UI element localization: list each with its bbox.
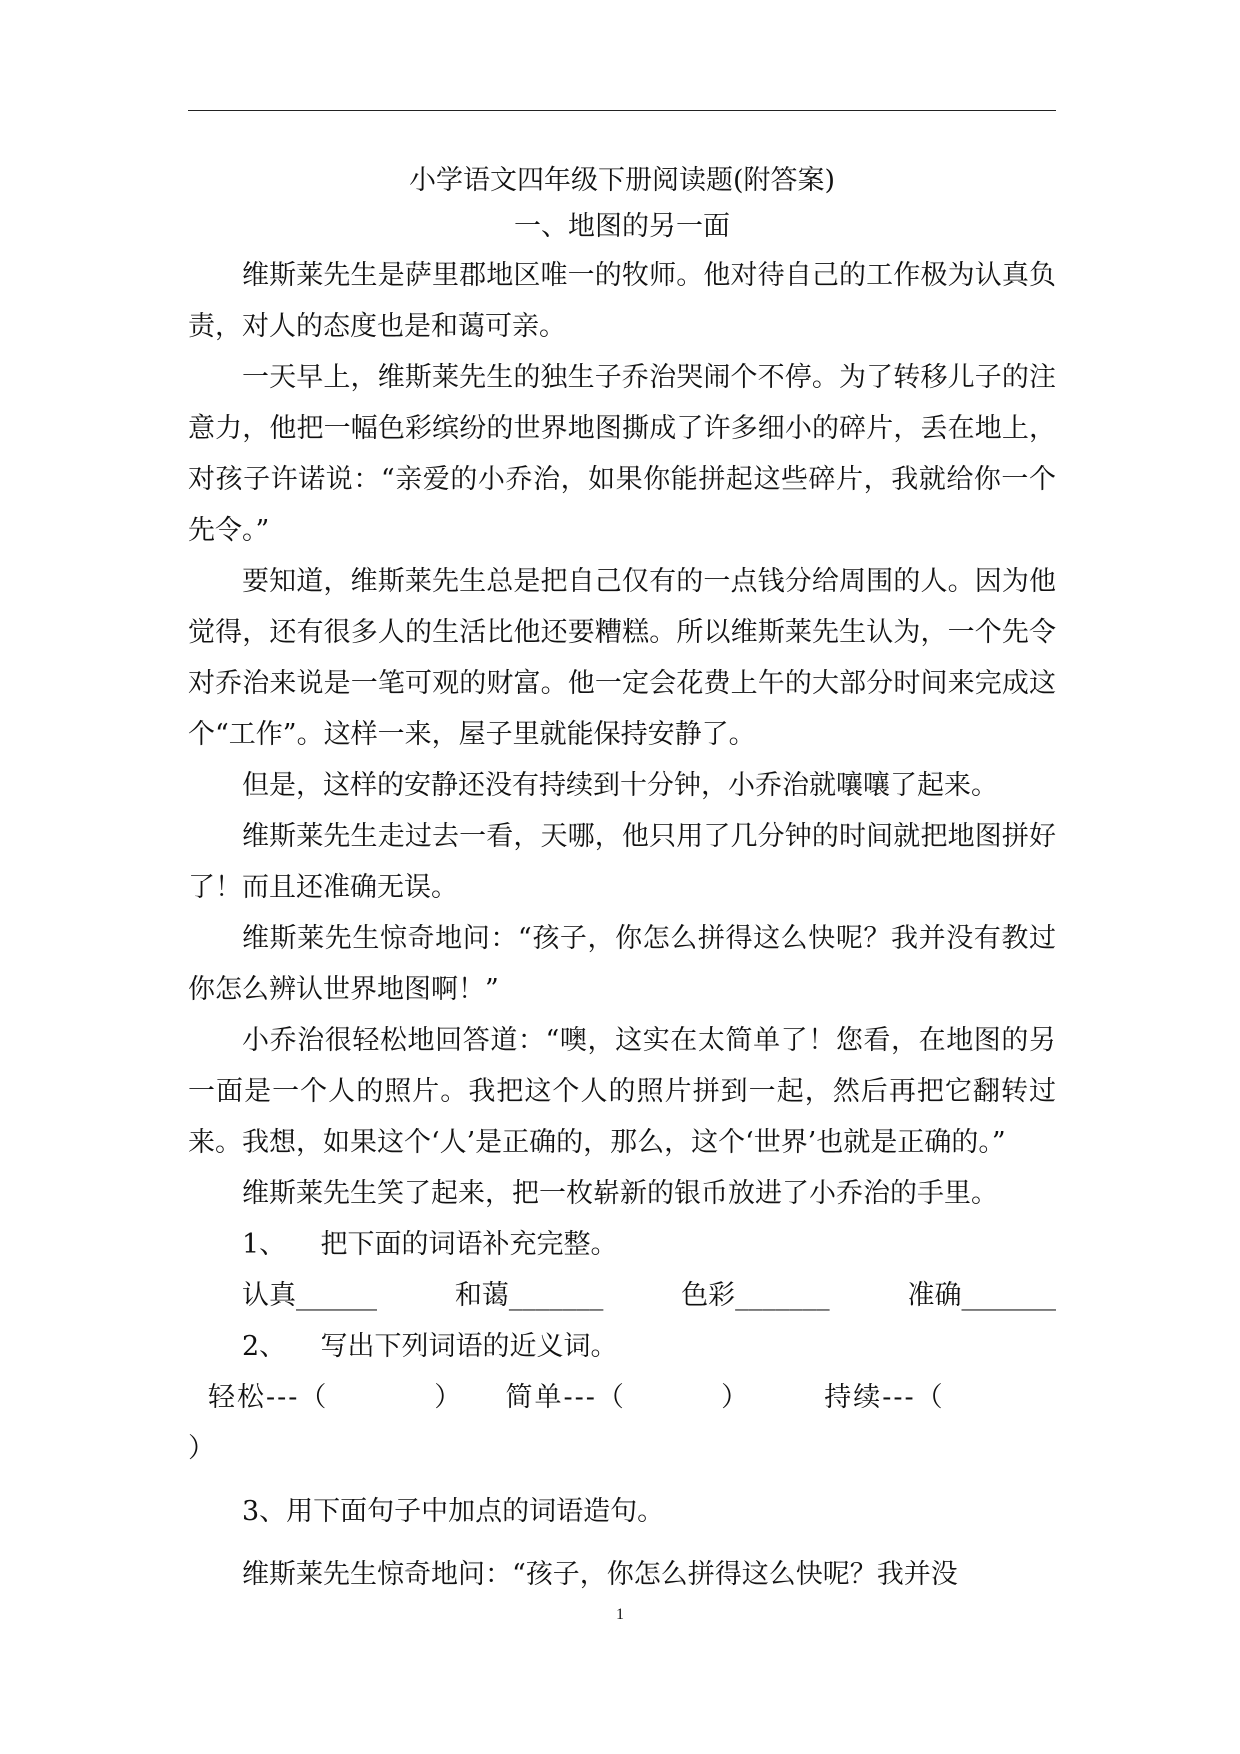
document-title: 小学语文四年级下册阅读题(附答案) bbox=[408, 165, 836, 196]
paragraph-2: 一天早上，维斯莱先生的独生子乔治哭闹个不停。为了转移儿子的注意力，他把一幅色彩缤纷的世界地图撕成了许多细小的碎片，丢在地上，对孩子许诺说：“亲爱的小乔治，如果你能拼起这些碎片，我就给你一个先令。” bbox=[188, 362, 1056, 546]
document-body bbox=[188, 158, 1056, 1600]
question-1: 1、 把下面的词语补充完整。 bbox=[242, 1229, 618, 1260]
paragraph-4: 但是，这样的安静还没有持续到十分钟，小乔治就嚷嚷了起来。 bbox=[242, 770, 998, 801]
question-3-sentence: 维斯莱先生惊奇地问：“孩子，你怎么拼得这么快呢？我并没 bbox=[242, 1559, 958, 1590]
question-3: 3、用下面句子中加点的词语造句。 bbox=[242, 1496, 665, 1527]
question-2: 2、 写出下列词语的近义词。 bbox=[242, 1331, 618, 1362]
paragraph-5: 维斯莱先生走过去一看，天哪，他只用了几分钟的时间就把地图拼好了！而且还准确无误。 bbox=[188, 821, 1056, 903]
spacer bbox=[188, 1474, 1056, 1486]
paragraph-7: 小乔治很轻松地回答道：“噢，这实在太简单了！您看，在地图的另一面是一个人的照片。我把这个人的照片拼到一起，然后再把它翻转过来。我想，如果这个‘人’是正确的，那么，这个‘世界’也就是正确的。” bbox=[188, 1025, 1056, 1158]
spacer bbox=[188, 1537, 1056, 1549]
section-title: 一、地图的另一面 bbox=[514, 211, 730, 242]
word-blank-1: 认真______ bbox=[242, 1280, 377, 1311]
header-rule bbox=[188, 110, 1056, 111]
question-1-words bbox=[188, 1270, 1056, 1321]
word-blank-3: 色彩_______ bbox=[681, 1280, 830, 1311]
page-number: 1 bbox=[616, 1606, 624, 1623]
paragraph-3: 要知道，维斯莱先生总是把自己仅有的一点钱分给周围的人。因为他觉得，还有很多人的生活比他还要糟糕。所以维斯莱先生认为，一个先令对乔治来说是一笔可观的财富。他一定会花费上午的大部分时间来完成这个“工作”。这样一来，屋子里就能保持安静了。 bbox=[188, 566, 1056, 750]
paragraph-8: 维斯莱先生笑了起来，把一枚崭新的银币放进了小乔治的手里。 bbox=[242, 1178, 998, 1209]
word-blank-2: 和蔼_______ bbox=[454, 1280, 604, 1311]
question-2-synonyms: 轻松---（ ） 简单---（ ） 持续---（ bbox=[208, 1382, 945, 1413]
question-2-synonyms-tail: ） bbox=[188, 1433, 215, 1464]
paragraph-1: 维斯莱先生是萨里郡地区唯一的牧师。他对待自己的工作极为认真负责，对人的态度也是和蔼可亲。 bbox=[188, 260, 1056, 342]
word-blank-4: 准确_______ bbox=[907, 1280, 1056, 1311]
paragraph-6: 维斯莱先生惊奇地问：“孩子，你怎么拼得这么快呢？我并没有教过你怎么辨认世界地图啊！” bbox=[188, 923, 1056, 1005]
